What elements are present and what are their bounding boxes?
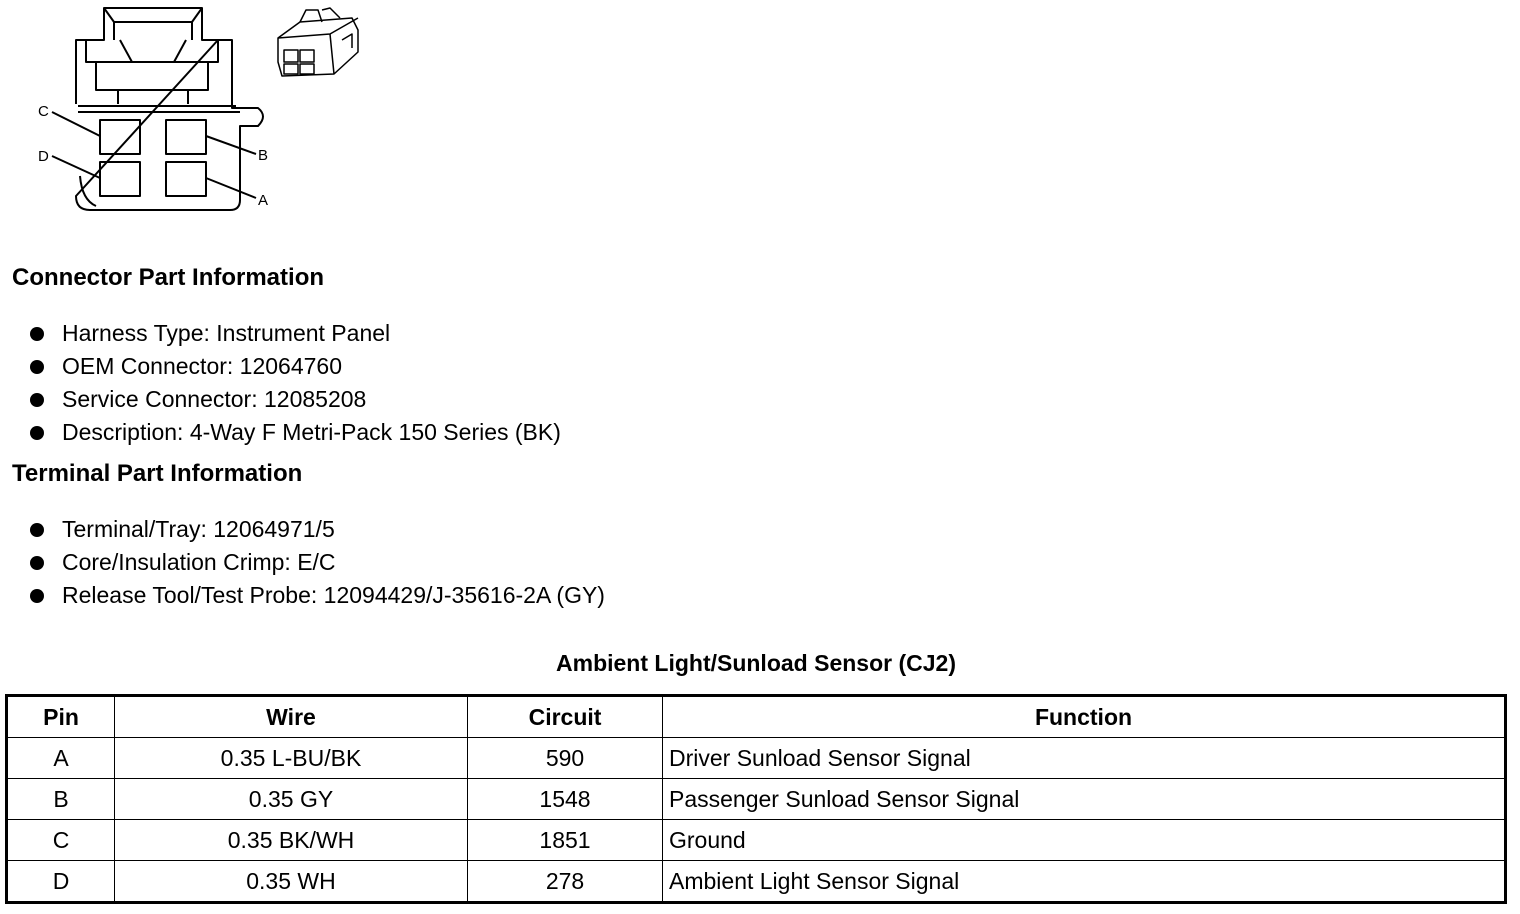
cell-circuit: 278 bbox=[468, 861, 663, 903]
cell-circuit: 590 bbox=[468, 738, 663, 779]
table-row bbox=[7, 779, 1506, 820]
cavity-b bbox=[166, 120, 206, 154]
cell-function: Ground bbox=[663, 820, 1506, 861]
cell-wire: 0.35 BK/WH bbox=[115, 820, 468, 861]
table-row bbox=[7, 820, 1506, 861]
bullet-icon bbox=[30, 556, 44, 570]
connector-diagram bbox=[0, 0, 400, 230]
bullet-icon bbox=[30, 360, 44, 374]
cell-circuit: 1851 bbox=[468, 820, 663, 861]
cell-function: Passenger Sunload Sensor Signal bbox=[663, 779, 1506, 820]
connector-part-list bbox=[28, 317, 561, 449]
cavity-d bbox=[100, 162, 140, 196]
pin-label-d: D bbox=[38, 148, 49, 165]
pin-label-a: A bbox=[258, 192, 269, 209]
column-header-pin: Pin bbox=[7, 696, 115, 738]
cell-wire: 0.35 GY bbox=[115, 779, 468, 820]
list-item: Description: 4-Way F Metri-Pack 150 Series (BK) bbox=[28, 416, 561, 449]
list-item: Service Connector: 12085208 bbox=[28, 383, 561, 416]
list-item: Core/Insulation Crimp: E/C bbox=[28, 546, 605, 579]
column-header-function: Function bbox=[663, 696, 1506, 738]
connector-latch bbox=[86, 8, 218, 90]
table-row bbox=[7, 861, 1506, 903]
table-title: Ambient Light/Sunload Sensor (CJ2) bbox=[556, 650, 956, 676]
cavity-a bbox=[166, 162, 206, 196]
column-header-circuit: Circuit bbox=[468, 696, 663, 738]
cell-pin: C bbox=[7, 820, 115, 861]
cell-function: Ambient Light Sensor Signal bbox=[663, 861, 1506, 903]
bullet-icon bbox=[30, 393, 44, 407]
connector-housing bbox=[76, 40, 263, 210]
cell-wire: 0.35 L-BU/BK bbox=[115, 738, 468, 779]
bullet-icon bbox=[30, 426, 44, 440]
cell-wire: 0.35 WH bbox=[115, 861, 468, 903]
cell-function: Driver Sunload Sensor Signal bbox=[663, 738, 1506, 779]
column-header-wire: Wire bbox=[115, 696, 468, 738]
bullet-icon bbox=[30, 523, 44, 537]
cell-pin: D bbox=[7, 861, 115, 903]
cell-circuit: 1548 bbox=[468, 779, 663, 820]
pin-label-b: B bbox=[258, 147, 269, 164]
list-item: Release Tool/Test Probe: 12094429/J-35616-2A (GY) bbox=[28, 579, 605, 612]
terminal-part-heading: Terminal Part Information bbox=[12, 460, 303, 487]
table-header-row bbox=[7, 696, 1506, 738]
cell-pin: A bbox=[7, 738, 115, 779]
terminal-part-list bbox=[28, 513, 605, 612]
pin-label-c: C bbox=[38, 103, 49, 120]
list-item: Terminal/Tray: 12064971/5 bbox=[28, 513, 605, 546]
table-row bbox=[7, 738, 1506, 779]
bullet-icon bbox=[30, 589, 44, 603]
list-item: Harness Type: Instrument Panel bbox=[28, 317, 561, 350]
connector-part-heading: Connector Part Information bbox=[12, 264, 325, 291]
bullet-icon bbox=[30, 327, 44, 341]
cell-pin: B bbox=[7, 779, 115, 820]
list-item: OEM Connector: 12064760 bbox=[28, 350, 561, 383]
connector-iso-icon bbox=[278, 8, 358, 76]
pin-table bbox=[5, 694, 1507, 904]
